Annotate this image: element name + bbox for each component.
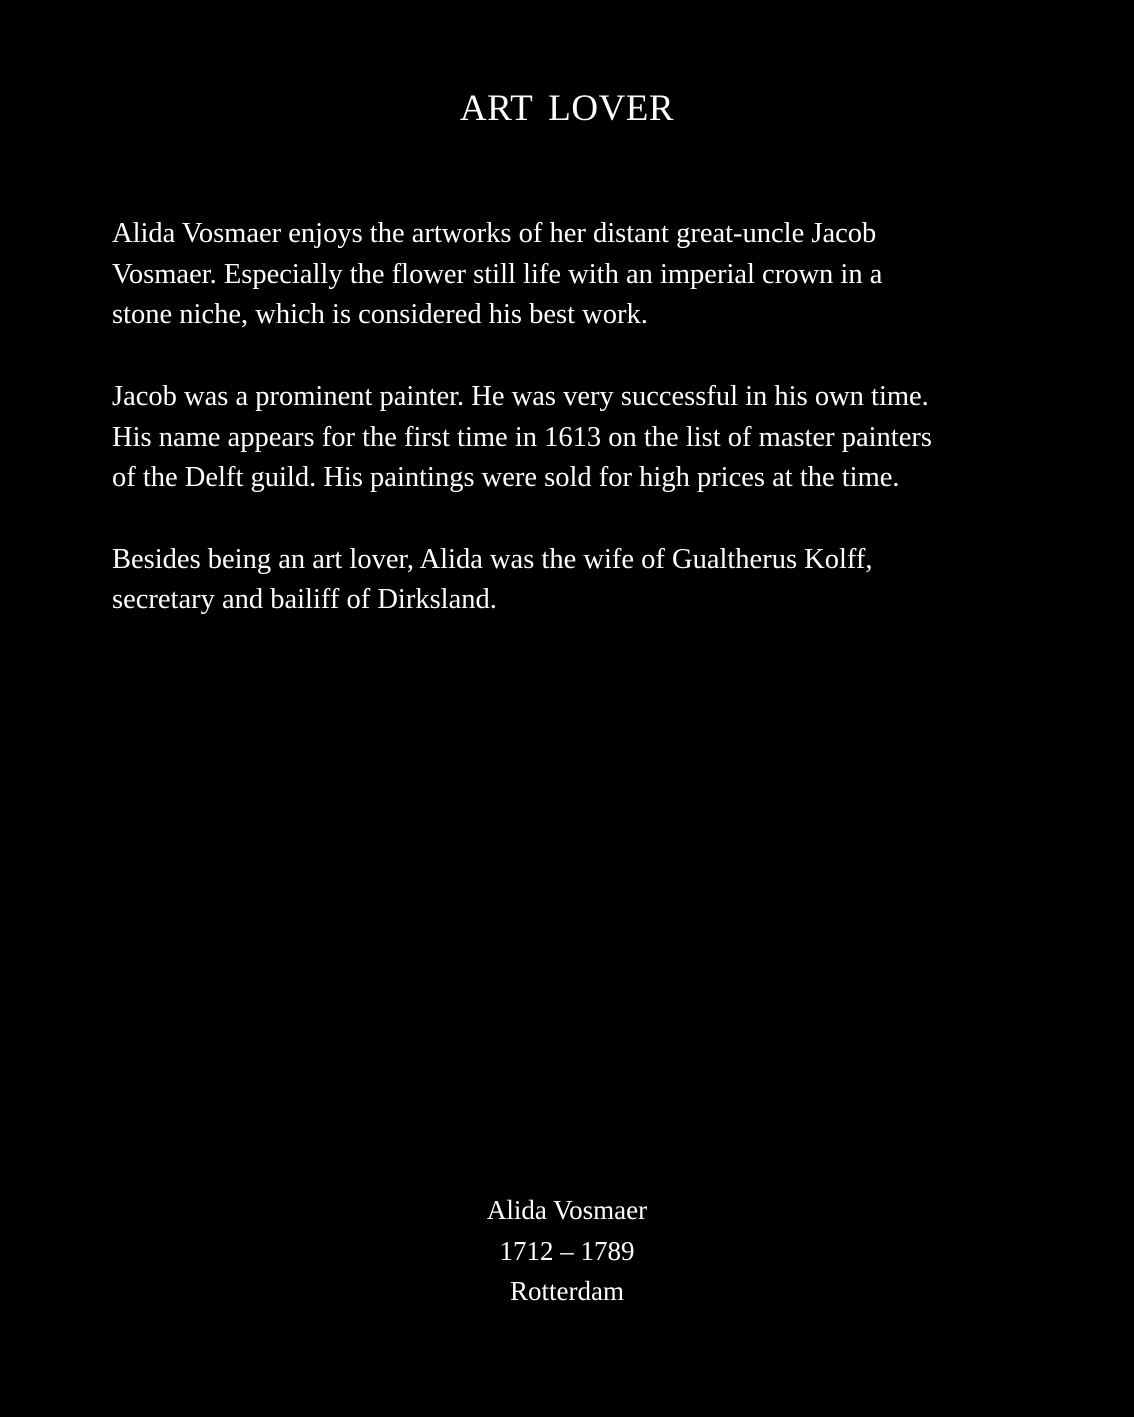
text-line: Alida Vosmaer enjoys the artworks of her distant great-uncle Jacob xyxy=(112,218,877,249)
caption-place: Rotterdam xyxy=(510,1276,624,1306)
caption-name: Alida Vosmaer xyxy=(486,1195,648,1225)
text-line: Jacob was a prominent painter. He was very successful in his own time. xyxy=(112,380,929,412)
paragraph-intro xyxy=(112,214,1052,336)
text-line: His name appears for the first time in 1613 on the list of master painters xyxy=(112,421,932,453)
paragraph-alida xyxy=(112,540,1052,621)
text-line: Vosmaer. Especially the flower still life with an imperial crown in a xyxy=(112,258,883,290)
paragraph-jacob xyxy=(112,377,1052,499)
body-text xyxy=(112,214,1052,662)
text-line: stone niche, which is considered his best work. xyxy=(112,299,648,331)
caption-years: 1712 – 1789 xyxy=(499,1235,635,1266)
page-title: ART LOVER xyxy=(459,88,675,129)
text-line: of the Delft guild. His paintings were sold for high prices at the time. xyxy=(112,462,900,494)
text-line: Besides being an art lover, Alida was the wife of Gualtherus Kolff, xyxy=(112,543,873,575)
portrait-caption xyxy=(0,1190,1134,1312)
text-line: secretary and bailiff of Dirksland. xyxy=(112,584,497,616)
